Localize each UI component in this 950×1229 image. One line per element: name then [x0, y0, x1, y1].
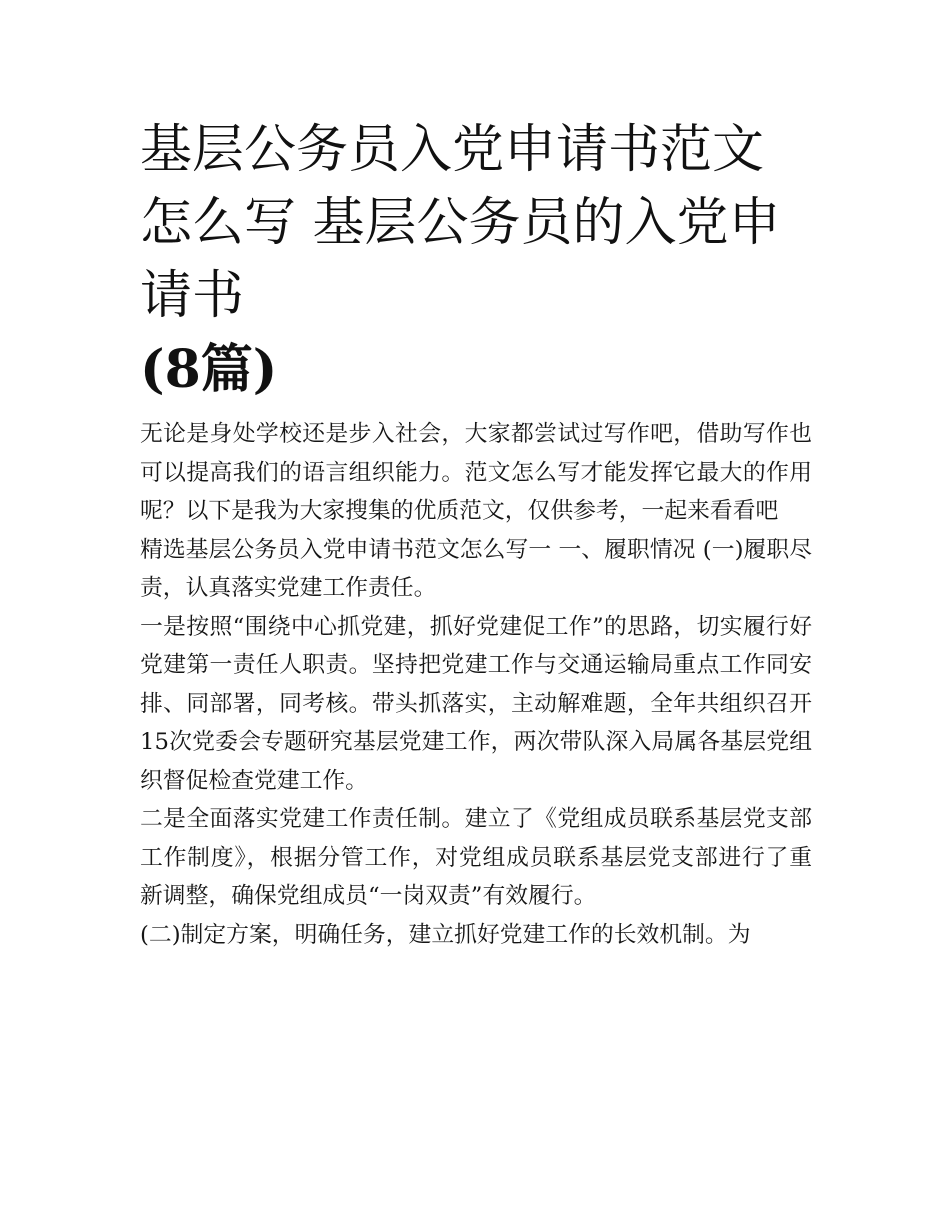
intro-paragraph: 无论是身处学校还是步入社会，大家都尝试过写作吧，借助写作也可以提高我们的语言组织能力。范文怎么写才能发挥它最大的作用呢？以下是我为大家搜集的优质范文，仅供参考，一起来看看吧: [140, 421, 812, 524]
body-paragraph-2: 二是全面落实党建工作责任制。建立了《党组成员联系基层党支部工作制度》，根据分管工作，对党组成员联系基层党支部进行了重新调整，确保党组成员“一岗双责”有效履行。: [140, 806, 812, 909]
body-paragraph-3: (二)制定方案，明确任务，建立抓好党建工作的长效机制。为: [140, 921, 751, 948]
document-title-count: (8篇): [140, 339, 278, 400]
document-content: [140, 114, 812, 954]
document-title: [140, 114, 812, 407]
document-title-text: 基层公务员入党申请书范文怎么写 基层公务员的入党申请书: [140, 120, 781, 326]
document-body: [140, 415, 812, 954]
section-heading-paragraph: 精选基层公务员入党申请书范文怎么写一 一、履职情况 (一)履职尽责，认真落实党建工作责任。: [140, 536, 812, 601]
body-paragraph-1: 一是按照“围绕中心抓党建，抓好党建促工作”的思路，切实履行好党建第一责任人职责。坚持把党建工作与交通运输局重点工作同安排、同部署，同考核。带头抓落实，主动解难题，全年共组织召开15次党委会专题研究基层党建工作，两次带队深入局属各基层党组织督促检查党建工作。: [140, 613, 812, 794]
